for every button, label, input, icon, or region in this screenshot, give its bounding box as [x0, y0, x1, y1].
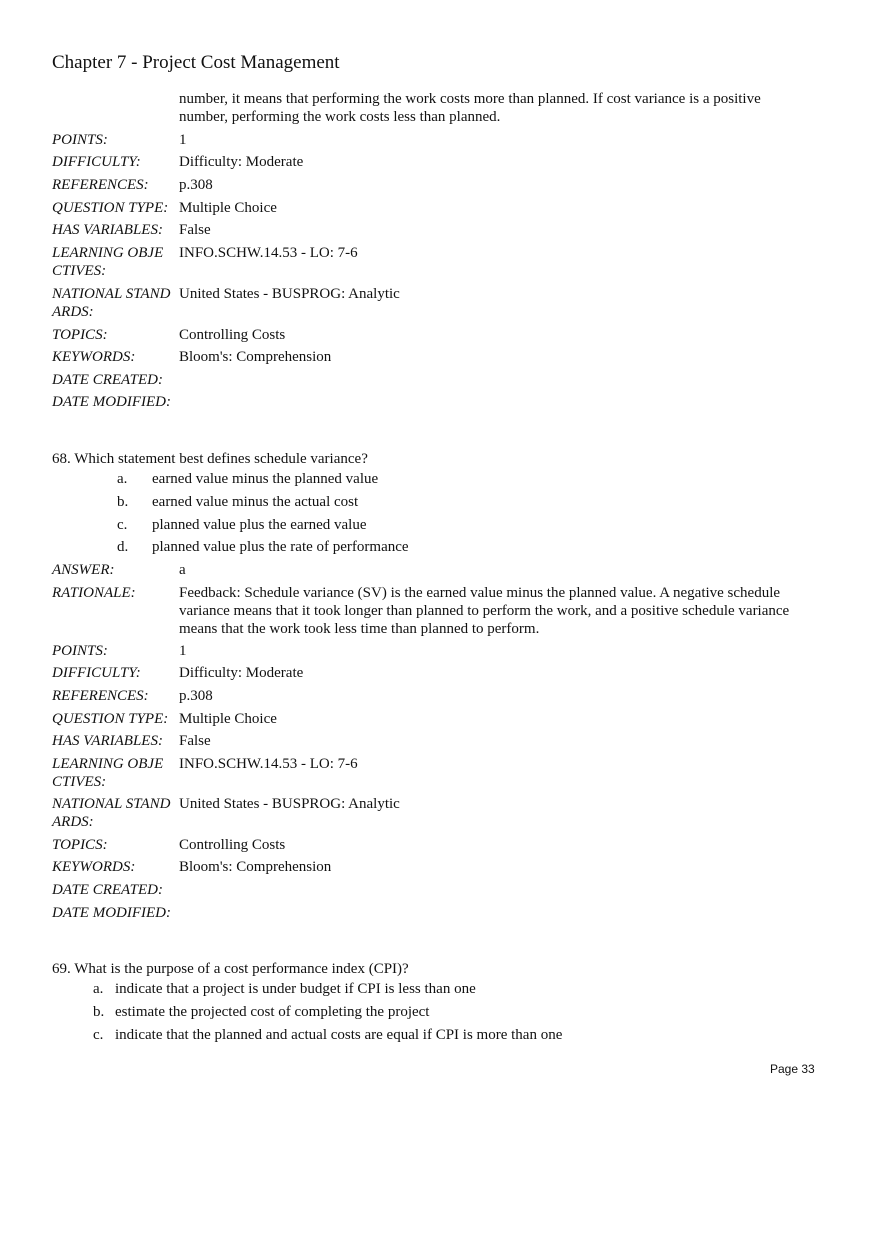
- value-national-standards: United States - BUSPROG: Analytic: [179, 286, 400, 302]
- label-national-standards: NATIONAL STAND: [52, 286, 171, 302]
- label-has-variables: HAS VARIABLES:: [52, 733, 163, 749]
- label-references: REFERENCES:: [52, 688, 149, 704]
- label-references: REFERENCES:: [52, 177, 149, 193]
- value-learning-objectives: INFO.SCHW.14.53 - LO: 7-6: [179, 245, 358, 261]
- option-letter: a.: [93, 981, 104, 997]
- label-difficulty: DIFFICULTY:: [52, 665, 141, 681]
- option-letter: b.: [117, 494, 129, 510]
- label-date-created: DATE CREATED:: [52, 372, 163, 388]
- label-question-type: QUESTION TYPE:: [52, 200, 169, 216]
- value-question-type: Multiple Choice: [179, 200, 277, 216]
- rationale-line-2: variance means that it took longer than planned to perform the work, and a positive schedule variance: [179, 603, 790, 619]
- option-text: earned value minus the planned value: [152, 471, 379, 487]
- label-rationale: RATIONALE:: [52, 585, 136, 601]
- option-text: indicate that the planned and actual costs are equal if CPI is more than one: [115, 1027, 563, 1043]
- prev-rationale-line-2: number, performing the work costs less than planned.: [179, 109, 501, 125]
- value-topics: Controlling Costs: [179, 837, 286, 853]
- option-letter: b.: [93, 1004, 105, 1020]
- label-keywords: KEYWORDS:: [52, 859, 136, 875]
- page-number: Page 33: [770, 1062, 815, 1076]
- value-difficulty: Difficulty: Moderate: [179, 154, 304, 170]
- label-answer: ANSWER:: [52, 562, 115, 578]
- value-learning-objectives: INFO.SCHW.14.53 - LO: 7-6: [179, 756, 358, 772]
- label-learning-objectives: LEARNING OBJE: [52, 756, 164, 772]
- label-question-type: QUESTION TYPE:: [52, 711, 169, 727]
- value-references: p.308: [179, 688, 213, 704]
- label-national-standards: NATIONAL STAND: [52, 796, 171, 812]
- question-68-text: 68. Which statement best defines schedule variance?: [52, 451, 368, 467]
- option-letter: d.: [117, 539, 129, 555]
- value-national-standards: United States - BUSPROG: Analytic: [179, 796, 400, 812]
- label-national-standards-cont: ARDS:: [52, 814, 94, 830]
- value-has-variables: False: [179, 222, 211, 238]
- question-69-text: 69. What is the purpose of a cost performance index (CPI)?: [52, 961, 409, 977]
- option-letter: c.: [117, 517, 128, 533]
- value-answer: a: [179, 562, 186, 578]
- label-points: POINTS:: [52, 132, 108, 148]
- label-keywords: KEYWORDS:: [52, 349, 136, 365]
- label-learning-objectives-cont: CTIVES:: [52, 263, 107, 279]
- value-has-variables: False: [179, 733, 211, 749]
- label-learning-objectives-cont: CTIVES:: [52, 774, 107, 790]
- option-text: indicate that a project is under budget if CPI is less than one: [115, 981, 476, 997]
- option-text: planned value plus the earned value: [152, 517, 367, 533]
- value-topics: Controlling Costs: [179, 327, 286, 343]
- value-points: 1: [179, 132, 187, 148]
- label-date-modified: DATE MODIFIED:: [52, 905, 171, 921]
- page-title: Chapter 7 - Project Cost Management: [52, 52, 340, 73]
- value-references: p.308: [179, 177, 213, 193]
- label-topics: TOPICS:: [52, 327, 108, 343]
- rationale-line-3: means that the work took less time than planned to perform.: [179, 621, 540, 637]
- prev-rationale-line-1: number, it means that performing the work costs more than planned. If cost variance is a positive: [179, 91, 761, 107]
- option-letter: a.: [117, 471, 128, 487]
- label-learning-objectives: LEARNING OBJE: [52, 245, 164, 261]
- label-date-modified: DATE MODIFIED:: [52, 394, 171, 410]
- option-text: planned value plus the rate of performance: [152, 539, 409, 555]
- label-difficulty: DIFFICULTY:: [52, 154, 141, 170]
- option-letter: c.: [93, 1027, 104, 1043]
- label-has-variables: HAS VARIABLES:: [52, 222, 163, 238]
- rationale-line-1: Feedback: Schedule variance (SV) is the earned value minus the planned value. A negative schedule: [179, 585, 781, 601]
- label-topics: TOPICS:: [52, 837, 108, 853]
- label-national-standards-cont: ARDS:: [52, 304, 94, 320]
- label-date-created: DATE CREATED:: [52, 882, 163, 898]
- value-question-type: Multiple Choice: [179, 711, 277, 727]
- value-keywords: Bloom's: Comprehension: [179, 349, 332, 365]
- option-text: earned value minus the actual cost: [152, 494, 359, 510]
- value-difficulty: Difficulty: Moderate: [179, 665, 304, 681]
- label-points: POINTS:: [52, 643, 108, 659]
- value-points: 1: [179, 643, 187, 659]
- value-keywords: Bloom's: Comprehension: [179, 859, 332, 875]
- option-text: estimate the projected cost of completing the project: [115, 1004, 430, 1020]
